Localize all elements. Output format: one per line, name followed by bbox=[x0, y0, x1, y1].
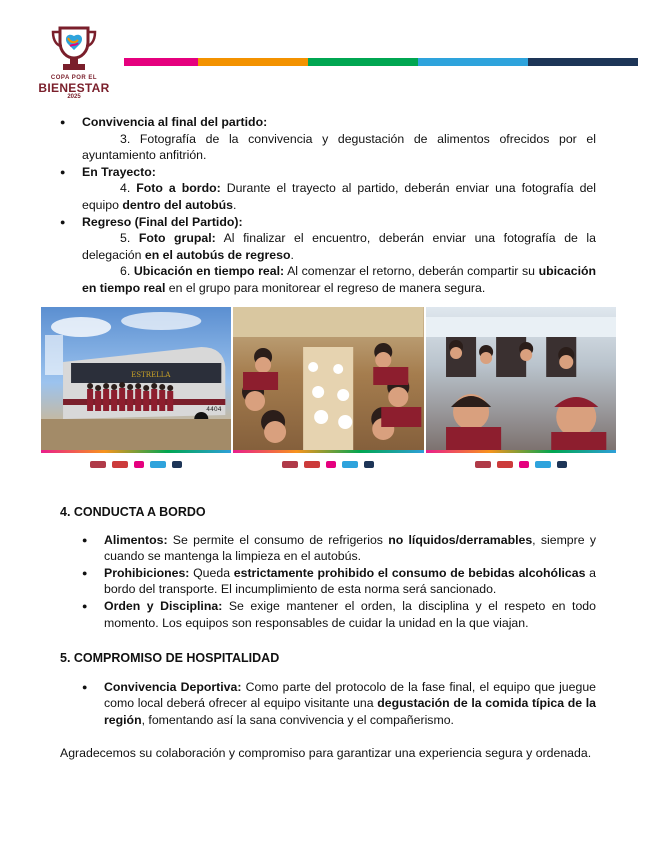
players-group bbox=[87, 388, 173, 411]
bus-plate: 4404 bbox=[206, 406, 222, 413]
closing-paragraph: Agradecemos su colaboración y compromiso para garantizar una experiencia segura y ordenada. bbox=[60, 746, 592, 760]
stripe-orange bbox=[198, 58, 308, 66]
bullet-convivencia: ● Convivencia al final del partido: bbox=[60, 114, 596, 131]
photo-logo-strip bbox=[41, 453, 231, 475]
stripe-navy bbox=[528, 58, 638, 66]
photo-team-bus bbox=[41, 307, 231, 475]
section-compromiso-hospitalidad bbox=[60, 650, 596, 728]
section-conducta-a-bordo bbox=[60, 504, 596, 631]
logo-line2: BIENESTAR bbox=[38, 81, 110, 95]
stripe-magenta bbox=[124, 58, 198, 66]
logo-line1: COPA POR EL bbox=[50, 75, 98, 81]
section-4-heading: 4. CONDUCTA A BORDO bbox=[60, 505, 206, 519]
item-5: 5. Foto grupal: Al finalizar el encuentro, deberán enviar una fotografía de la delegación en el autobús de regreso. bbox=[82, 231, 597, 262]
header-color-stripe bbox=[124, 58, 638, 66]
meal-scene bbox=[233, 307, 423, 450]
stripe-blue bbox=[418, 58, 528, 66]
trophy-icon bbox=[48, 22, 100, 74]
bullet-alimentos: ● Alimentos: Se permite el consumo de refrigerios no líquidos/derramables, siempre y cuando se mantenga la limpieza en el autobús. bbox=[82, 532, 596, 565]
mini-logo-sign bbox=[45, 335, 63, 375]
bullet-regreso: ● Regreso (Final del Partido): bbox=[60, 214, 596, 231]
item-3: 3. Fotografía de la convivencia y degustación de alimentos ofrecidos por el ayuntamiento anfitrión. bbox=[82, 131, 596, 163]
logo-line3: 2025 bbox=[67, 94, 81, 100]
bullet-orden-disciplina: ● Orden y Disciplina: Se exige mantener el orden, la disciplina y el respeto en todo momento. Los equipos son responsables de cuidar la unidad en la que viajan. bbox=[82, 598, 596, 631]
photo-team-meal bbox=[233, 307, 423, 475]
photo-bus-selfie bbox=[426, 307, 616, 475]
bullet-convivencia-deportiva: ● Convivencia Deportiva: Como parte del protocolo de la fase final, el equipo que juegue como local deberá ofrecer al equipo visitante una degustación de la comida típica de la región, fomentando así la sana convivencia y el compañerismo. bbox=[82, 679, 596, 729]
photo-logo-strip bbox=[233, 453, 423, 475]
item-6: 6. Ubicación en tiempo real: Al comenzar el retorno, deberán compartir su ubicación en tiempo real en el grupo para monitorear el regreso de manera segura. bbox=[82, 264, 597, 295]
copa-bienestar-logo bbox=[38, 22, 110, 106]
bus-scene bbox=[41, 307, 231, 450]
photo-logo-strip bbox=[426, 453, 616, 475]
stripe-green bbox=[308, 58, 418, 66]
item-4: 4. Foto a bordo: Durante el trayecto al partido, deberán enviar una fotografía del equipo dentro del autobús. bbox=[82, 181, 596, 212]
selfie-scene bbox=[426, 307, 616, 450]
bullet-en-trayecto: ● En Trayecto: bbox=[60, 164, 596, 181]
section-5-heading: 5. COMPROMISO DE HOSPITALIDAD bbox=[60, 651, 280, 665]
bullet-prohibiciones: ● Prohibiciones: Queda estrictamente prohibido el consumo de bebidas alcohólicas a bordo del transporte. El incumplimiento de esta norma será sancionado. bbox=[82, 565, 596, 598]
bus-label: ESTRELLA bbox=[131, 371, 171, 379]
photo-collage bbox=[41, 307, 616, 475]
previous-section-content bbox=[60, 114, 596, 297]
